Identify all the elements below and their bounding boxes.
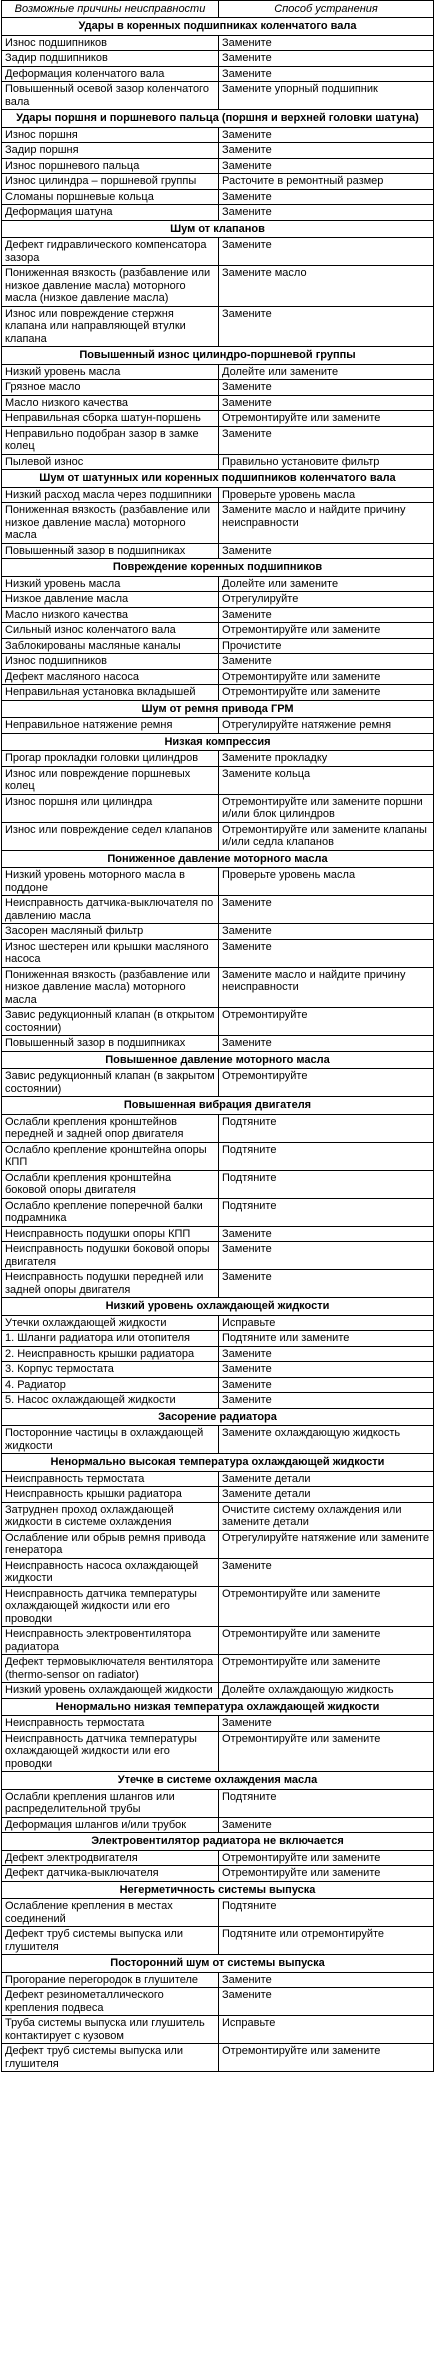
remedy-cell: Замените bbox=[219, 158, 434, 174]
section-title: Ненормально высокая температура охлаждающей жидкости bbox=[2, 1454, 434, 1472]
section-title: Засорение радиатора bbox=[2, 1408, 434, 1426]
table-row bbox=[2, 454, 434, 470]
section-row bbox=[2, 850, 434, 868]
table-body bbox=[2, 18, 434, 2072]
table-row bbox=[2, 51, 434, 67]
cause-cell: Сильный износ коленчатого вала bbox=[2, 623, 219, 639]
cause-cell: Затруднен проход охлаждающей жидкости в системе охлаждения bbox=[2, 1502, 219, 1530]
remedy-cell: Проверьте уровень масла bbox=[219, 868, 434, 896]
remedy-cell: Отремонтируйте или замените клапаны и/или седла клапанов bbox=[219, 822, 434, 850]
table-row bbox=[2, 1377, 434, 1393]
remedy-cell: Замените bbox=[219, 35, 434, 51]
section-row bbox=[2, 1408, 434, 1426]
remedy-cell: Отремонтируйте или замените bbox=[219, 1850, 434, 1866]
section-title: Утечке в системе охлаждения масла bbox=[2, 1772, 434, 1790]
section-row bbox=[2, 1881, 434, 1899]
table-row bbox=[2, 503, 434, 544]
remedy-cell: Замените bbox=[219, 1346, 434, 1362]
remedy-cell: Подтяните bbox=[219, 1114, 434, 1142]
cause-cell: Дефект термовыключателя вентилятора (thermo-sensor on radiator) bbox=[2, 1655, 219, 1683]
cause-cell: Неправильная сборка шатун-поршень bbox=[2, 411, 219, 427]
remedy-cell: Исправьте bbox=[219, 2016, 434, 2044]
table-row bbox=[2, 238, 434, 266]
remedy-cell: Замените bbox=[219, 1988, 434, 2016]
table-row bbox=[2, 939, 434, 967]
column-header-remedy: Способ устранения bbox=[219, 1, 434, 18]
section-row bbox=[2, 559, 434, 577]
table-row bbox=[2, 607, 434, 623]
cause-cell: Неисправность подушки боковой опоры двигателя bbox=[2, 1242, 219, 1270]
remedy-cell: Замените bbox=[219, 306, 434, 347]
section-title: Удары в коренных подшипниках коленчатого вала bbox=[2, 18, 434, 36]
remedy-cell: Подтяните или отремонтируйте bbox=[219, 1927, 434, 1955]
table-row bbox=[2, 66, 434, 82]
section-title: Повышенное давление моторного масла bbox=[2, 1051, 434, 1069]
cause-cell: Масло низкого качества bbox=[2, 607, 219, 623]
remedy-cell: Отрегулируйте натяжение ремня bbox=[219, 718, 434, 734]
section-row bbox=[2, 110, 434, 128]
cause-cell: Завис редукционный клапан (в открытом состоянии) bbox=[2, 1008, 219, 1036]
cause-cell: Низкий уровень моторного масла в поддоне bbox=[2, 868, 219, 896]
section-row bbox=[2, 470, 434, 488]
remedy-cell: Отремонтируйте или замените bbox=[219, 2044, 434, 2072]
table-header-row bbox=[2, 1, 434, 18]
cause-cell: 4. Радиатор bbox=[2, 1377, 219, 1393]
section-title: Повреждение коренных подшипников bbox=[2, 559, 434, 577]
cause-cell: 5. Насос охлаждающей жидкости bbox=[2, 1393, 219, 1409]
remedy-cell: Замените bbox=[219, 189, 434, 205]
remedy-cell: Долейте или замените bbox=[219, 576, 434, 592]
table-row bbox=[2, 205, 434, 221]
table-row bbox=[2, 1142, 434, 1170]
remedy-cell: Долейте или замените bbox=[219, 364, 434, 380]
section-title: Пониженное давление моторного масла bbox=[2, 850, 434, 868]
cause-cell: Износ цилиндра – поршневой группы bbox=[2, 174, 219, 190]
cause-cell: Завис редукционный клапан (в закрытом состоянии) bbox=[2, 1069, 219, 1097]
remedy-cell: Расточите в ремонтный размер bbox=[219, 174, 434, 190]
cause-cell: Грязное масло bbox=[2, 380, 219, 396]
table-row bbox=[2, 1346, 434, 1362]
table-row bbox=[2, 592, 434, 608]
cause-cell: Ослабли крепления шлангов или распределительной трубы bbox=[2, 1789, 219, 1817]
cause-cell: Деформация коленчатого вала bbox=[2, 66, 219, 82]
remedy-cell: Замените bbox=[219, 51, 434, 67]
cause-cell: Прогорание перегородок в глушителе bbox=[2, 1972, 219, 1988]
remedy-cell: Замените детали bbox=[219, 1471, 434, 1487]
table-row bbox=[2, 669, 434, 685]
cause-cell: Износ подшипников bbox=[2, 654, 219, 670]
remedy-cell: Замените охлаждающую жидкость bbox=[219, 1426, 434, 1454]
remedy-cell: Проверьте уровень масла bbox=[219, 487, 434, 503]
remedy-cell: Прочистите bbox=[219, 638, 434, 654]
remedy-cell: Долейте охлаждающую жидкость bbox=[219, 1683, 434, 1699]
section-title: Низкий уровень охлаждающей жидкости bbox=[2, 1298, 434, 1316]
remedy-cell: Подтяните bbox=[219, 1142, 434, 1170]
section-row bbox=[2, 347, 434, 365]
remedy-cell: Замените детали bbox=[219, 1487, 434, 1503]
cause-cell: Деформация шатуна bbox=[2, 205, 219, 221]
section-row bbox=[2, 733, 434, 751]
cause-cell: 3. Корпус термостата bbox=[2, 1362, 219, 1378]
cause-cell: Ослабли крепления кронштейнов передней и задней опор двигателя bbox=[2, 1114, 219, 1142]
table-row bbox=[2, 1502, 434, 1530]
cause-cell: Посторонние частицы в охлаждающей жидкости bbox=[2, 1426, 219, 1454]
table-row bbox=[2, 1789, 434, 1817]
table-row bbox=[2, 364, 434, 380]
table-row bbox=[2, 1988, 434, 2016]
cause-cell: Ослабло крепление кронштейна опоры КПП bbox=[2, 1142, 219, 1170]
table-row bbox=[2, 685, 434, 701]
cause-cell: Ослабло крепление поперечной балки подрамника bbox=[2, 1198, 219, 1226]
table-row bbox=[2, 158, 434, 174]
cause-cell: Неисправность датчика-выключателя по давлению масла bbox=[2, 896, 219, 924]
cause-cell: Неисправность подушки передней или задней опоры двигателя bbox=[2, 1270, 219, 1298]
table-row bbox=[2, 2016, 434, 2044]
remedy-cell: Отремонтируйте или замените поршни и/или блок цилиндров bbox=[219, 794, 434, 822]
remedy-cell: Замените кольца bbox=[219, 766, 434, 794]
table-row bbox=[2, 395, 434, 411]
table-row bbox=[2, 1008, 434, 1036]
table-row bbox=[2, 82, 434, 110]
remedy-cell: Замените bbox=[219, 1242, 434, 1270]
remedy-cell: Отрегулируйте bbox=[219, 592, 434, 608]
table-row bbox=[2, 2044, 434, 2072]
cause-cell: 2. Неисправность крышки радиатора bbox=[2, 1346, 219, 1362]
section-title: Электровентилятор радиатора не включается bbox=[2, 1833, 434, 1851]
section-row bbox=[2, 1698, 434, 1716]
remedy-cell: Замените bbox=[219, 66, 434, 82]
table-row bbox=[2, 127, 434, 143]
remedy-cell: Замените bbox=[219, 654, 434, 670]
remedy-cell: Отремонтируйте или замените bbox=[219, 669, 434, 685]
table-row bbox=[2, 1036, 434, 1052]
table-row bbox=[2, 896, 434, 924]
cause-cell: Износ или повреждение поршневых колец bbox=[2, 766, 219, 794]
remedy-cell: Отремонтируйте или замените bbox=[219, 685, 434, 701]
remedy-cell: Отремонтируйте bbox=[219, 1069, 434, 1097]
cause-cell: Низкий расход масла через подшипники bbox=[2, 487, 219, 503]
remedy-cell: Подтяните bbox=[219, 1789, 434, 1817]
remedy-cell: Замените масло bbox=[219, 266, 434, 307]
table-row bbox=[2, 1866, 434, 1882]
table-row bbox=[2, 1899, 434, 1927]
cause-cell: Труба системы выпуска или глушитель контактирует с кузовом bbox=[2, 2016, 219, 2044]
remedy-cell: Замените bbox=[219, 607, 434, 623]
table-row bbox=[2, 1850, 434, 1866]
remedy-cell: Замените bbox=[219, 380, 434, 396]
table-row bbox=[2, 1242, 434, 1270]
section-row bbox=[2, 1772, 434, 1790]
section-row bbox=[2, 1955, 434, 1973]
section-row bbox=[2, 1833, 434, 1851]
cause-cell: Износ подшипников bbox=[2, 35, 219, 51]
remedy-cell: Замените bbox=[219, 1362, 434, 1378]
section-title: Удары поршня и поршневого пальца (поршня и верхней головки шатуна) bbox=[2, 110, 434, 128]
cause-cell: Ослабли крепления кронштейна боковой опоры двигателя bbox=[2, 1170, 219, 1198]
table-row bbox=[2, 189, 434, 205]
cause-cell: Неисправность термостата bbox=[2, 1471, 219, 1487]
remedy-cell: Отремонтируйте или замените bbox=[219, 1586, 434, 1627]
cause-cell: Неправильная установка вкладышей bbox=[2, 685, 219, 701]
table-row bbox=[2, 576, 434, 592]
table-row bbox=[2, 1487, 434, 1503]
cause-cell: Износ или повреждение седел клапанов bbox=[2, 822, 219, 850]
cause-cell: Износ поршневого пальца bbox=[2, 158, 219, 174]
table-row bbox=[2, 1627, 434, 1655]
table-row bbox=[2, 822, 434, 850]
section-title: Негерметичность системы выпуска bbox=[2, 1881, 434, 1899]
section-row bbox=[2, 18, 434, 36]
cause-cell: Неисправность электровентилятора радиатора bbox=[2, 1627, 219, 1655]
column-header-causes: Возможные причины неисправности bbox=[2, 1, 219, 18]
table-row bbox=[2, 924, 434, 940]
cause-cell: 1. Шланги радиатора или отопителя bbox=[2, 1331, 219, 1347]
table-row bbox=[2, 1270, 434, 1298]
remedy-cell: Замените масло и найдите причину неисправности bbox=[219, 967, 434, 1008]
table-row bbox=[2, 411, 434, 427]
cause-cell: Дефект масляного насоса bbox=[2, 669, 219, 685]
remedy-cell: Замените bbox=[219, 395, 434, 411]
cause-cell: Дефект резинометаллического крепления подвеса bbox=[2, 1988, 219, 2016]
table-row bbox=[2, 1817, 434, 1833]
table-row bbox=[2, 174, 434, 190]
cause-cell: Дефект труб системы выпуска или глушителя bbox=[2, 1927, 219, 1955]
cause-cell: Низкий уровень охлаждающей жидкости bbox=[2, 1683, 219, 1699]
section-row bbox=[2, 1454, 434, 1472]
section-row bbox=[2, 1051, 434, 1069]
remedy-cell: Правильно установите фильтр bbox=[219, 454, 434, 470]
table-row bbox=[2, 766, 434, 794]
remedy-cell: Замените bbox=[219, 1817, 434, 1833]
remedy-cell: Подтяните bbox=[219, 1170, 434, 1198]
cause-cell: Задир подшипников bbox=[2, 51, 219, 67]
section-title: Посторонний шум от системы выпуска bbox=[2, 1955, 434, 1973]
cause-cell: Неисправность датчика температуры охлаждающей жидкости или его проводки bbox=[2, 1586, 219, 1627]
remedy-cell: Замените bbox=[219, 426, 434, 454]
cause-cell: Неисправность термостата bbox=[2, 1716, 219, 1732]
remedy-cell: Замените bbox=[219, 924, 434, 940]
cause-cell: Пониженная вязкость (разбавление или низкое давление масла) моторного масла bbox=[2, 967, 219, 1008]
remedy-cell: Замените масло и найдите причину неисправности bbox=[219, 503, 434, 544]
table-row bbox=[2, 306, 434, 347]
table-row bbox=[2, 868, 434, 896]
remedy-cell: Замените bbox=[219, 143, 434, 159]
cause-cell: Сломаны поршневые кольца bbox=[2, 189, 219, 205]
remedy-cell: Замените bbox=[219, 1972, 434, 1988]
remedy-cell: Исправьте bbox=[219, 1315, 434, 1331]
cause-cell: Заблокированы масляные каналы bbox=[2, 638, 219, 654]
cause-cell: Дефект датчика-выключателя bbox=[2, 1866, 219, 1882]
table-row bbox=[2, 1362, 434, 1378]
table-row bbox=[2, 1731, 434, 1772]
remedy-cell: Отрегулируйте натяжение или замените bbox=[219, 1530, 434, 1558]
remedy-cell: Замените bbox=[219, 543, 434, 559]
remedy-cell: Подтяните bbox=[219, 1899, 434, 1927]
table-row bbox=[2, 266, 434, 307]
remedy-cell: Отремонтируйте или замените bbox=[219, 1731, 434, 1772]
section-title: Повышенная вибрация двигателя bbox=[2, 1097, 434, 1115]
section-title: Шум от клапанов bbox=[2, 220, 434, 238]
faults-table bbox=[1, 0, 434, 2072]
table-row bbox=[2, 1393, 434, 1409]
table-row bbox=[2, 794, 434, 822]
remedy-cell: Подтяните bbox=[219, 1198, 434, 1226]
table-row bbox=[2, 654, 434, 670]
table-row bbox=[2, 1655, 434, 1683]
cause-cell: Износ или повреждение стержня клапана или направляющей втулки клапана bbox=[2, 306, 219, 347]
table-row bbox=[2, 1226, 434, 1242]
table-row bbox=[2, 1170, 434, 1198]
table-row bbox=[2, 1530, 434, 1558]
table-row bbox=[2, 1069, 434, 1097]
remedy-cell: Замените bbox=[219, 205, 434, 221]
table-row bbox=[2, 487, 434, 503]
section-row bbox=[2, 1298, 434, 1316]
table-row bbox=[2, 1315, 434, 1331]
section-title: Ненормально низкая температура охлаждающей жидкости bbox=[2, 1698, 434, 1716]
cause-cell: Низкий уровень масла bbox=[2, 576, 219, 592]
remedy-cell: Замените упорный подшипник bbox=[219, 82, 434, 110]
remedy-cell: Отремонтируйте или замените bbox=[219, 1655, 434, 1683]
cause-cell: Пониженная вязкость (разбавление или низкое давление масла) моторного масла bbox=[2, 503, 219, 544]
cause-cell: Износ поршня или цилиндра bbox=[2, 794, 219, 822]
table-row bbox=[2, 1716, 434, 1732]
cause-cell: Ослабление или обрыв ремня привода генератора bbox=[2, 1530, 219, 1558]
cause-cell: Неисправность подушки опоры КПП bbox=[2, 1226, 219, 1242]
remedy-cell: Замените bbox=[219, 939, 434, 967]
remedy-cell: Замените bbox=[219, 1393, 434, 1409]
cause-cell: Дефект труб системы выпуска или глушителя bbox=[2, 2044, 219, 2072]
table-row bbox=[2, 380, 434, 396]
section-title: Шум от шатунных или коренных подшипников коленчатого вала bbox=[2, 470, 434, 488]
table-row bbox=[2, 1471, 434, 1487]
table-row bbox=[2, 426, 434, 454]
table-row bbox=[2, 143, 434, 159]
table-row bbox=[2, 623, 434, 639]
table-row bbox=[2, 1114, 434, 1142]
table-row bbox=[2, 35, 434, 51]
cause-cell: Деформация шлангов и/или трубок bbox=[2, 1817, 219, 1833]
remedy-cell: Замените bbox=[219, 1270, 434, 1298]
table-row bbox=[2, 1331, 434, 1347]
remedy-cell: Замените bbox=[219, 1226, 434, 1242]
remedy-cell: Отремонтируйте или замените bbox=[219, 1627, 434, 1655]
cause-cell: Засорен масляный фильтр bbox=[2, 924, 219, 940]
cause-cell: Прогар прокладки головки цилиндров bbox=[2, 751, 219, 767]
remedy-cell: Замените прокладку bbox=[219, 751, 434, 767]
cause-cell: Неправильное натяжение ремня bbox=[2, 718, 219, 734]
table-row bbox=[2, 1558, 434, 1586]
section-row bbox=[2, 700, 434, 718]
remedy-cell: Замените bbox=[219, 1716, 434, 1732]
remedy-cell: Замените bbox=[219, 1036, 434, 1052]
cause-cell: Низкий уровень масла bbox=[2, 364, 219, 380]
cause-cell: Ослабление крепления в местах соединений bbox=[2, 1899, 219, 1927]
cause-cell: Неисправность насоса охлаждающей жидкости bbox=[2, 1558, 219, 1586]
table-row bbox=[2, 718, 434, 734]
table-row bbox=[2, 1426, 434, 1454]
section-row bbox=[2, 1097, 434, 1115]
cause-cell: Повышенный зазор в подшипниках bbox=[2, 1036, 219, 1052]
remedy-cell: Очистите систему охлаждения или замените детали bbox=[219, 1502, 434, 1530]
table-row bbox=[2, 751, 434, 767]
remedy-cell: Замените bbox=[219, 1558, 434, 1586]
cause-cell: Дефект гидравлического компенсатора зазора bbox=[2, 238, 219, 266]
table-row bbox=[2, 1198, 434, 1226]
cause-cell: Низкое давление масла bbox=[2, 592, 219, 608]
remedy-cell: Замените bbox=[219, 1377, 434, 1393]
table-row bbox=[2, 1586, 434, 1627]
table-row bbox=[2, 967, 434, 1008]
section-title: Низкая компрессия bbox=[2, 733, 434, 751]
remedy-cell: Отремонтируйте или замените bbox=[219, 623, 434, 639]
cause-cell: Повышенный осевой зазор коленчатого вала bbox=[2, 82, 219, 110]
cause-cell: Масло низкого качества bbox=[2, 395, 219, 411]
cause-cell: Неисправность крышки радиатора bbox=[2, 1487, 219, 1503]
cause-cell: Задир поршня bbox=[2, 143, 219, 159]
document-page bbox=[1, 0, 433, 2072]
cause-cell: Пылевой износ bbox=[2, 454, 219, 470]
cause-cell: Неисправность датчика температуры охлаждающей жидкости или его проводки bbox=[2, 1731, 219, 1772]
table-row bbox=[2, 543, 434, 559]
cause-cell: Утечки охлаждающей жидкости bbox=[2, 1315, 219, 1331]
remedy-cell: Замените bbox=[219, 896, 434, 924]
remedy-cell: Отремонтируйте или замените bbox=[219, 1866, 434, 1882]
table-row bbox=[2, 638, 434, 654]
section-row bbox=[2, 220, 434, 238]
section-title: Повышенный износ цилиндро-поршневой группы bbox=[2, 347, 434, 365]
remedy-cell: Замените bbox=[219, 238, 434, 266]
table-row bbox=[2, 1927, 434, 1955]
remedy-cell: Замените bbox=[219, 127, 434, 143]
cause-cell: Дефект электродвигателя bbox=[2, 1850, 219, 1866]
table-row bbox=[2, 1683, 434, 1699]
table-row bbox=[2, 1972, 434, 1988]
cause-cell: Износ шестерен или крышки масляного насоса bbox=[2, 939, 219, 967]
cause-cell: Повышенный зазор в подшипниках bbox=[2, 543, 219, 559]
section-title: Шум от ремня привода ГРМ bbox=[2, 700, 434, 718]
remedy-cell: Отремонтируйте или замените bbox=[219, 411, 434, 427]
cause-cell: Износ поршня bbox=[2, 127, 219, 143]
remedy-cell: Отремонтируйте bbox=[219, 1008, 434, 1036]
cause-cell: Пониженная вязкость (разбавление или низкое давление масла) моторного масла (низкое давление масла) bbox=[2, 266, 219, 307]
cause-cell: Неправильно подобран зазор в замке колец bbox=[2, 426, 219, 454]
remedy-cell: Подтяните или замените bbox=[219, 1331, 434, 1347]
